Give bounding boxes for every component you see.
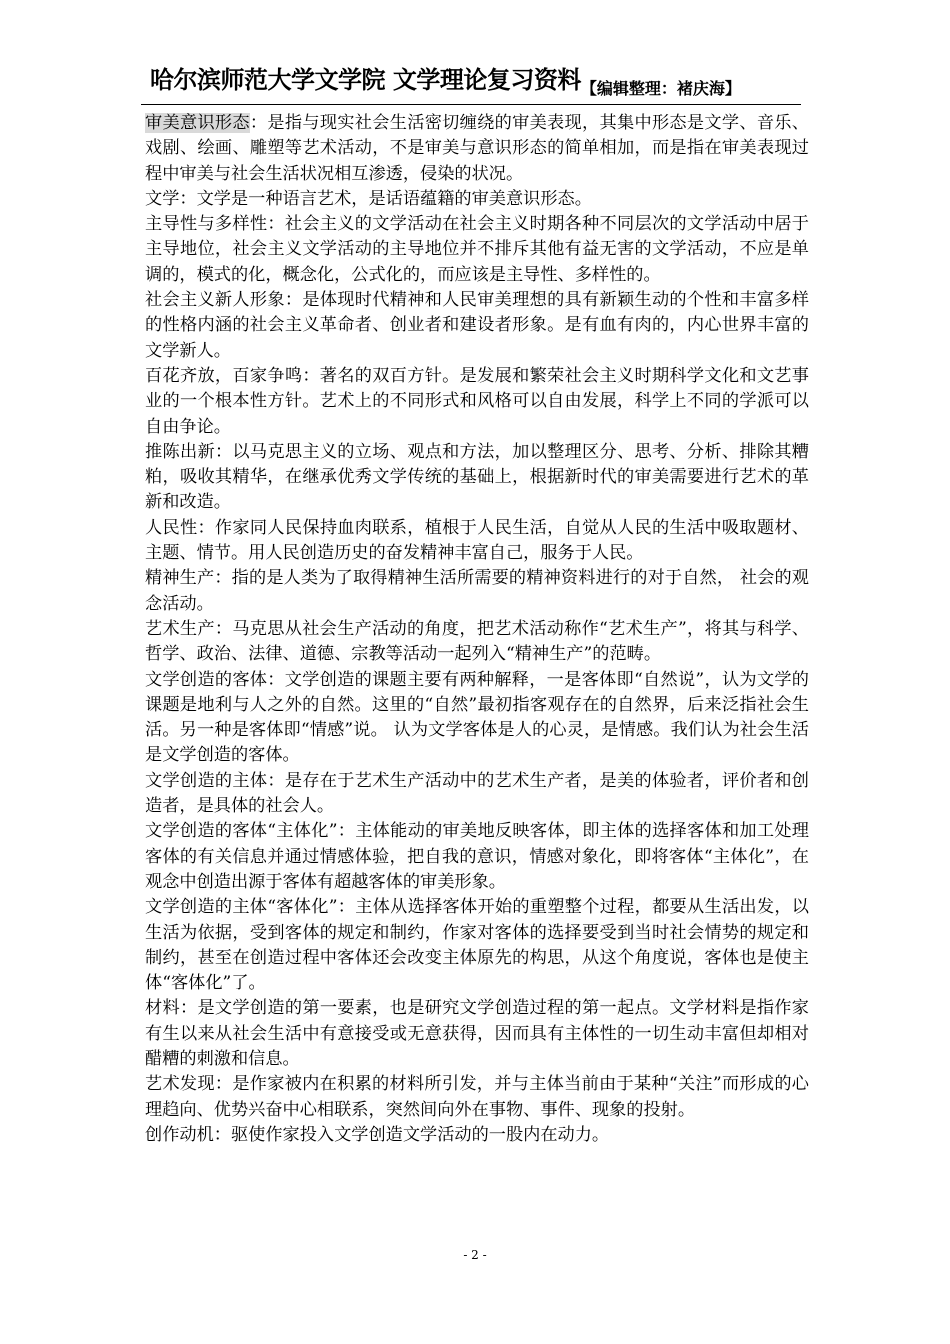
entry-creative-motivation [145, 1123, 809, 1148]
page-number: - 2 - [463, 1248, 487, 1262]
entry-creation-object [145, 668, 809, 769]
header-divider [141, 104, 801, 105]
entry-term: 文学创造的客体 [145, 669, 268, 690]
entry-definition: ：指的是人类为了取得精神生活所需要的精神资料进行的对于自然， 社会的观念活动。 [145, 568, 809, 614]
document-body [145, 111, 809, 1148]
entry-aesthetic-ideology [145, 111, 809, 187]
editor-credit: 【编辑整理：褚庆海】 [580, 79, 741, 98]
entry-term: 文学创造的主体“客体化” [145, 897, 338, 918]
entry-definition: ：社会主义的文学活动在社会主义时期各种不同层次的文学活动中居于主导地位，社会主义文学活动的主导地位并不排斥其他有益无害的文学活动，不应是单调的，模式的化，概念化，公式化的，而应该是主导性、多样性的。 [145, 214, 809, 285]
entry-art-production [145, 617, 809, 668]
entry-term: 创作动机 [145, 1124, 214, 1145]
entry-object-subjectification [145, 819, 809, 895]
entry-subject-objectification [145, 895, 809, 996]
entry-people-nature [145, 516, 809, 567]
entry-definition: ：是文学创造的第一要素，也是研究文学创造过程的第一起点。文学材料是指作家有生以来从社会生活中有意接受或无意获得，因而具有主体性的一切生动丰富但却相对醋糟的刺激和信息。 [145, 998, 809, 1069]
entry-term: 人民性 [145, 517, 198, 538]
entry-definition: ：驱使作家投入文学创造文学活动的一股内在动力。 [213, 1124, 610, 1145]
page-header [150, 62, 810, 102]
entry-term: 艺术发现 [145, 1074, 215, 1095]
entry-definition: ：著名的双百方针。是发展和繁荣社会主义时期科学文化和文艺事业的一个根本性方针。艺术上的不同形式和风格可以自由发展，科学上不同的学派可以自由争论。 [145, 365, 809, 437]
entry-definition: ：主体能动的审美地反映客体，即主体的选择客体和加工处理客体的有关信息并通过情感体验，把自我的意识，情感对象化，即将客体“主体化”，在观念中创造出源于客体有超越客体的审美形象。 [145, 821, 809, 892]
entry-definition: ：文学创造的课题主要有两种解释，一是客体即“自然说”，认为文学的课题是地利与人之外的自然。这里的“自然”最初指客观存在的自然界，后来泛指社会生活。另一种是客体即“情感”说。 认为文学客体是人的心灵，是情感。我们认为社会生活是文学创造的客体。 [145, 669, 809, 766]
entry-creation-subject [145, 769, 809, 820]
entry-term: 材料 [145, 998, 180, 1019]
entry-socialist-new-person [145, 288, 809, 364]
entry-definition: ：是存在于艺术生产活动中的艺术生产者，是美的体验者，评价者和创造者，是具体的社会人。 [145, 770, 809, 817]
entry-term: 审美意识形态 [145, 113, 250, 133]
document-title: 哈尔滨师范大学文学院 文学理论复习资料 [150, 66, 581, 94]
entry-definition: ：以马克思主义的立场、观点和方法，加以整理区分、思考、分析、排除其糟粕，吸收其精华，在继承优秀文学传统的基础上，根据新时代的审美需要进行艺术的革新和改造。 [145, 441, 809, 513]
entry-spiritual-production [145, 566, 809, 617]
entry-term: 文学创造的主体 [145, 770, 268, 791]
entry-material [145, 996, 809, 1072]
entry-term: 文学 [145, 188, 180, 209]
entry-term: 百花齐放，百家争鸣 [145, 365, 303, 386]
entry-definition: ：是作家被内在积累的材料所引发，并与主体当前由于某种“关注”而形成的心理趋向、优势兴奋中心相联系，突然间向外在事物、事件、现象的投射。 [145, 1074, 809, 1120]
entry-hundred-flowers [145, 364, 809, 440]
entry-art-discovery [145, 1072, 809, 1123]
entry-definition: ：是体现时代精神和人民审美理想的具有新颖生动的个性和丰富多样的性格内涵的社会主义革命者、创业者和建设者形象。是有血有肉的，内心世界丰富的文学新人。 [145, 290, 809, 361]
entry-term: 推陈出新 [145, 441, 215, 462]
entry-definition: ：是指与现实社会生活密切缠绕的审美表现，其集中形态是文学、音乐、戏剧、绘画、雕塑等艺术活动，不是审美与意识形态的简单相加，而是指在审美表现过程中审美与社会生活状况相互渗透，侵染的状况。 [145, 113, 809, 184]
entry-term: 文学创造的客体“主体化” [145, 821, 338, 842]
entry-definition: ：作家同人民保持血肉联系，植根于人民生活，自觉从人民的生活中吸取题材、主题、情节。用人民创造历史的奋发精神丰富自己，服务于人民。 [145, 517, 809, 564]
entry-literature [145, 187, 809, 212]
entry-term: 主导性与多样性 [145, 214, 268, 235]
entry-term: 精神生产 [145, 568, 215, 589]
entry-definition: ：文学是一种语言艺术，是话语蕴籍的审美意识形态。 [179, 188, 592, 209]
entry-definition: ：主体从选择客体开始的重塑整个过程，都要从生活出发，以生活为依据，受到客体的规定和制约，作家对客体的选择要受到当时社会情势的规定和制约，甚至在创造过程中客体还会改变主体原先的构思，从这个角度说，客体也是使主体“客体化”了。 [145, 897, 809, 994]
entry-dominance-diversity [145, 212, 809, 288]
entry-innovation [145, 440, 809, 516]
entry-definition: ：马克思从社会生产活动的角度，把艺术活动称作“艺术生产”，将其与科学、哲学、政治、法律、道德、宗教等活动一起列入“精神生产”的范畴。 [145, 618, 809, 665]
entry-term: 艺术生产 [145, 618, 215, 639]
entry-term: 社会主义新人形象 [145, 290, 285, 311]
